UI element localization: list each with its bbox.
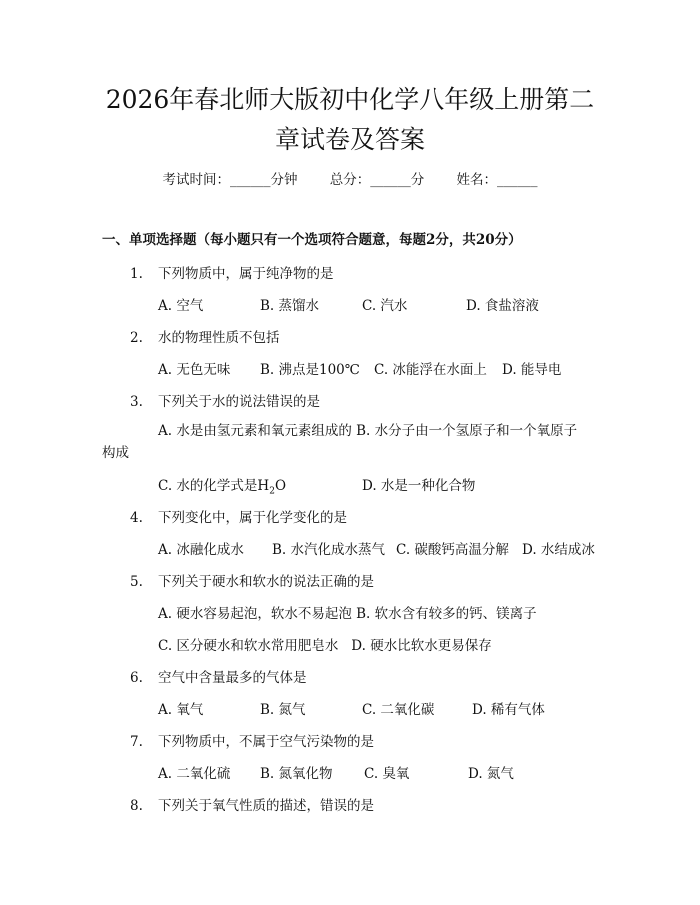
section-heading: 一、单项选择题（每小题只有一个选项符合题意，每题2分，共20分） <box>102 232 522 248</box>
option-a: A. 氧气 <box>158 702 204 718</box>
option-d: D. 能导电 <box>502 362 562 378</box>
question-3 <box>130 390 320 410</box>
question-stem: 下列关于硬水和软水的说法正确的是 <box>158 574 374 590</box>
option-b: B. 氮氧化物 <box>260 766 333 782</box>
title-line-1: 2026年春北师大版初中化学八年级上册第二 <box>105 85 595 114</box>
question-stem: 水的物理性质不包括 <box>158 330 280 346</box>
question-stem: 下列关于水的说法错误的是 <box>158 394 320 410</box>
question-number: 2. <box>130 330 143 346</box>
option-d: D. 稀有气体 <box>472 702 545 718</box>
question-number: 8. <box>130 798 143 814</box>
student-name: 姓名：______ <box>456 172 538 188</box>
option-b: B. 蒸馏水 <box>260 298 320 314</box>
question-7-options <box>158 762 514 782</box>
question-stem: 空气中含量最多的气体是 <box>158 670 307 686</box>
question-6-options <box>158 698 545 718</box>
document-title <box>60 80 640 160</box>
option-d: D. 氮气 <box>468 766 514 782</box>
question-3-options-ab <box>102 420 577 464</box>
options-a-b: A. 水是由氢元素和氧元素组成的 B. 水分子由一个氢原子和一个氧原子 <box>158 423 578 439</box>
option-d: D. 水结成冰 <box>522 542 595 558</box>
option-c: C. 水的化学式是$H_2O$ <box>158 478 287 497</box>
question-number: 3. <box>130 394 143 410</box>
question-6 <box>130 666 307 686</box>
question-number: 7. <box>130 734 143 750</box>
question-2-options <box>158 358 561 378</box>
question-number: 4. <box>130 510 143 526</box>
question-stem: 下列关于氧气性质的描述，错误的是 <box>158 798 374 814</box>
question-4-options <box>158 538 595 558</box>
total-score: 总分：______分 <box>329 172 425 188</box>
option-b: B. 沸点是100℃ <box>260 362 360 378</box>
option-c: C. 二氧化碳 <box>362 702 435 718</box>
option-d: D. 食盐溶液 <box>466 298 539 314</box>
question-5-options-ab: A. 硬水容易起泡，软水不易起泡 B. 软水含有较多的钙、镁离子 <box>158 606 537 622</box>
question-5-options-cd: C. 区分硬水和软水常用肥皂水 D. 硬水比软水更易保存 <box>158 638 492 654</box>
option-a: A. 二氧化硫 <box>158 766 231 782</box>
question-3-options-cd <box>158 474 475 497</box>
question-number: 5. <box>130 574 143 590</box>
option-b: B. 水汽化成水蒸气 <box>272 542 386 558</box>
question-7 <box>130 730 374 750</box>
option-c: C. 汽水 <box>362 298 408 314</box>
options-a-b-continued: 构成 <box>102 445 129 461</box>
option-a: A. 无色无味 <box>158 362 231 378</box>
question-number: 6. <box>130 670 143 686</box>
option-a: A. 冰融化成水 <box>158 542 244 558</box>
option-a: A. 空气 <box>158 298 204 314</box>
exam-time: 考试时间：______分钟 <box>162 172 298 188</box>
question-5 <box>130 570 374 590</box>
option-d: D. 水是一种化合物 <box>362 478 476 494</box>
exam-meta <box>0 168 700 188</box>
question-1 <box>130 262 334 282</box>
question-stem: 下列变化中，属于化学变化的是 <box>158 510 347 526</box>
question-8 <box>130 794 374 814</box>
question-2 <box>130 326 280 346</box>
question-stem: 下列物质中，不属于空气污染物的是 <box>158 734 374 750</box>
question-4 <box>130 506 347 526</box>
title-line-2: 章试卷及答案 <box>274 125 425 154</box>
question-number: 1. <box>130 266 143 282</box>
option-b: B. 氮气 <box>260 702 306 718</box>
question-stem: 下列物质中，属于纯净物的是 <box>158 266 334 282</box>
option-c: C. 臭氧 <box>364 766 410 782</box>
option-c: C. 碳酸钙高温分解 <box>396 542 509 558</box>
question-1-options <box>158 294 539 314</box>
option-c: C. 冰能浮在水面上 <box>374 362 487 378</box>
